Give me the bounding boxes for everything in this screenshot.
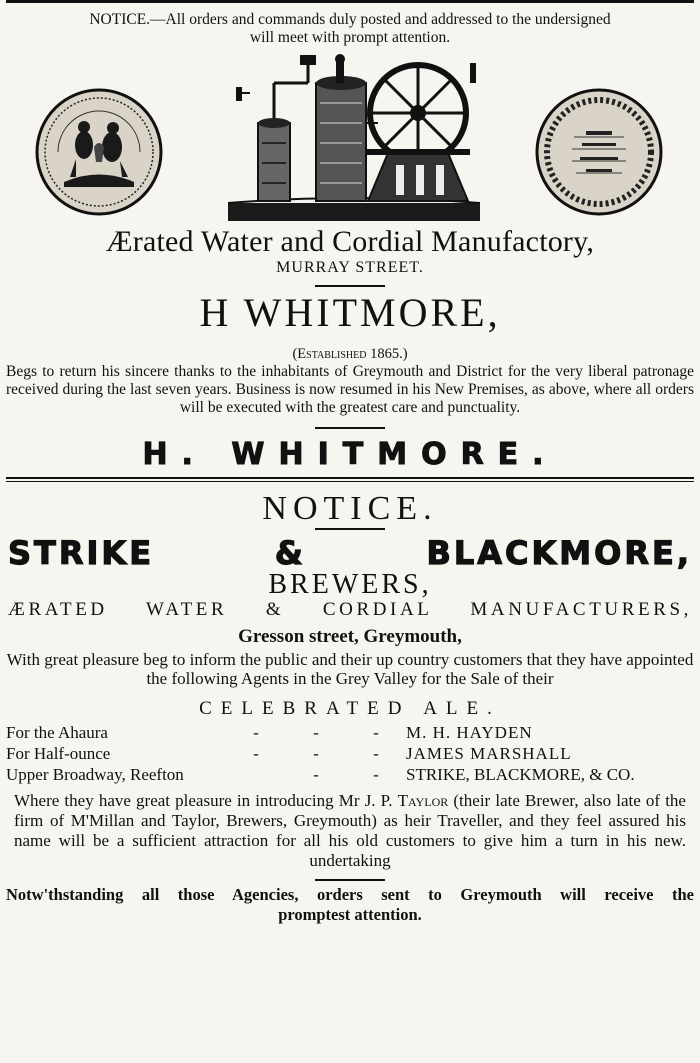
traveller-paragraph	[6, 791, 694, 871]
established-text: (Established 1865.)	[292, 346, 408, 362]
agent-place: For the Ahaura	[6, 723, 108, 742]
short-divider	[315, 879, 385, 881]
top-rule	[6, 0, 694, 3]
agent-name: STRIKE, BLACKMORE, & CO.	[406, 765, 635, 784]
agent-name: JAMES MARSHALL	[406, 744, 572, 763]
agent-dash: -	[313, 723, 319, 742]
agent-dash: -	[373, 765, 379, 784]
whitmore-advertisement	[6, 5, 694, 473]
agent-dash	[226, 764, 286, 785]
agent-dash: -	[253, 723, 259, 742]
brewers-line: BREWERS,	[268, 569, 432, 600]
traveller-text-end: (their late Brewer, also late of the firm of M'Millan and Taylor, Brewers, Greymouth) as heir Traveller, and they feel assured his name will be a sufficient attraction for all his old customers to give him a turn in his new. undertaking	[14, 791, 686, 870]
list-item	[6, 743, 694, 764]
agent-dash: -	[313, 744, 319, 763]
notice-title: NOTICE.	[262, 490, 438, 527]
agent-name: M. H. HAYDEN	[406, 723, 533, 742]
agent-place: For Half-ounce	[6, 744, 111, 763]
agent-dash: -	[253, 744, 259, 763]
firm-name-strike: STRIKE	[8, 534, 155, 572]
order-notice-line-1: NOTICE.—All orders and commands duly posted and addressed to the undersigned	[89, 11, 611, 28]
factory-heading: Ærated Water and Cordial Manufactory,	[105, 225, 595, 258]
aerated-water-machine-illustration	[228, 53, 480, 221]
short-divider	[315, 285, 385, 287]
firm-name-blackmore: BLACKMORE,	[426, 534, 692, 572]
established-date	[6, 345, 694, 363]
strike-blackmore-advertisement	[6, 490, 694, 925]
traveller-text-start: Where they have great pleasure in introducing Mr J. P.	[14, 791, 398, 810]
short-divider	[315, 528, 385, 530]
section-divider	[6, 477, 694, 482]
prize-medal-left-icon	[34, 87, 164, 217]
agent-dash: -	[313, 765, 319, 784]
closing-paragraph	[6, 885, 694, 925]
short-divider	[315, 427, 385, 429]
agent-dash: -	[373, 744, 379, 763]
closing-line-2: promptest attention.	[278, 905, 422, 924]
list-item	[6, 764, 694, 785]
thanks-paragraph: Begs to return his sincere thanks to the inhabitants of Greymouth and District for the very liberal patronage received during the last seven years. Business is now resumed in his New Premises, as above, where all orders will be executed with the greatest care and punctuality.	[6, 363, 694, 416]
list-item	[6, 722, 694, 743]
agent-dash: -	[373, 723, 379, 742]
traveller-name: Taylor	[397, 791, 449, 810]
order-notice-line-2: will meet with prompt attention.	[249, 29, 451, 46]
manufacturers-line: ÆRATED WATER & CORDIAL MANUFACTURERS,	[8, 599, 692, 620]
firm-address: Gresson street, Greymouth,	[238, 626, 462, 647]
product-line: CELEBRATED ALE.	[199, 698, 501, 719]
firm-name	[6, 534, 694, 572]
order-notice	[6, 5, 694, 47]
agents-intro-paragraph: With great pleasure beg to inform the public and their up country customers that they have appointed the following Agents in the Grey Valley for the Sale of their	[6, 650, 694, 688]
agent-place: Upper Broadway, Reefton	[6, 765, 184, 784]
street-address: MURRAY STREET.	[276, 259, 424, 276]
agents-list	[6, 722, 694, 785]
firm-name-ampersand: &	[274, 534, 306, 572]
prize-medal-right-icon	[534, 87, 664, 217]
engraving-banner	[6, 53, 694, 221]
closing-line-1: Notw'thstanding all those Agencies, orders sent to Greymouth will receive the	[6, 885, 694, 904]
proprietor-name: H WHITMORE,	[199, 290, 501, 335]
whitmore-signature: H. WHITMORE.	[142, 437, 558, 472]
